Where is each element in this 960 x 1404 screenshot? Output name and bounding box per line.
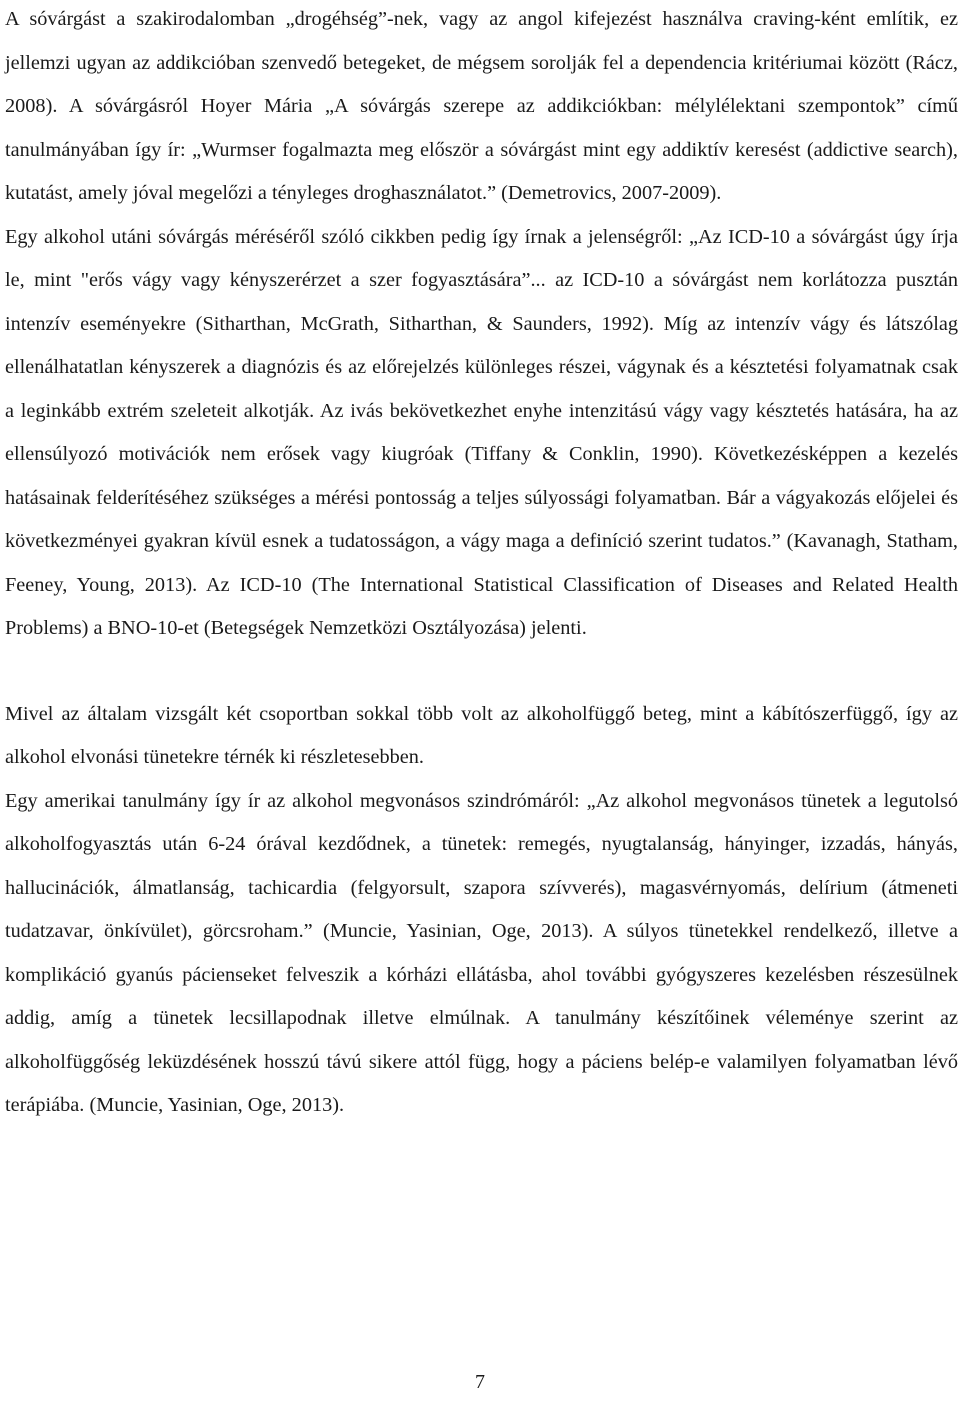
paragraph-craving-definition: A sóvárgást a szakirodalomban „drogéhség”-nek, vagy az angol kifejezést használva craving-ként említik, ez jellemzi ugyan az addikcióban szenvedő betegeket, de mégsem sorolják fel a dependencia kritériumai között (Rácz, 2008). A sóvárgásról Hoyer Mária „A sóvárgás szerepe az addikciókban: mélylélektani szempontok” című tanulmányában így ír: „Wurmser fogalmazta meg először a sóvárgást mint egy addiktív keresést (addictive search), kutatást, amely jóval megelőzi a tényleges droghasználatot.” (Demetrovics, 2007-2009). [5, 8, 958, 204]
paragraph-withdrawal-syndrome: Egy amerikai tanulmány így ír az alkohol megvonásos szindrómáról: „Az alkohol megvonásos tünetek a legutolsó alkoholfogyasztás után 6-24 órával kezdődnek, a tünetek: remegés, nyugtalanság, hányinger, izzadás, hányás, hallucinációk, álmatlanság, tachicardia (felgyorsult, szapora szívverés), magasvérnyomás, delírium (átmeneti tudatzavar, önkívület), görcsroham.” (Muncie, Yasinian, Oge, 2013). A súlyos tünetekkel rendelkező, illetve a komplikáció gyanús pácienseket felveszik a kórházi ellátásba, ahol további gyógyszeres kezelésben részesülnek addig, amíg a tünetek lecsillapodnak illetve elmúlnak. A tanulmány készítőinek véleménye szerint az alkoholfüggőség leküzdésének hosszú távú sikere attól függ, hogy a páciens belép-e valamilyen folyamatban lévő terápiába. (Muncie, Yasinian, Oge, 2013). [5, 789, 958, 1116]
page-number: 7 [475, 1371, 485, 1393]
document-page [5, 0, 958, 1128]
paragraph-icd10-craving: Egy alkohol utáni sóvárgás méréséről szóló cikkben pedig így írnak a jelenségről: „Az ICD-10 a sóvárgást úgy írja le, mint "erős vágy vagy kényszerérzet a szer fogyasztására”... az ICD-10 a sóvárgást nem korlátozza pusztán intenzív eseményekre (Sitharthan, McGrath, Sitharthan, & Saunders, 1992). Míg az intenzív vágy és látszólag ellenálhatatlan kényszerek a diagnózis és az előrejelzés különleges részei, vágynak és a késztetési folyamatnak csak a leginkább extrém szeleteit alkotják. Az ivás bekövetkezhet enyhe intenzitású vágy vagy késztetés hatására, ha az ellensúlyozó motivációk nem erősek vagy kiugróak (Tiffany & Conklin, 1990). Következésképpen a kezelés hatásainak felderítéséhez szükséges a mérési pontosság a teljes súlyossági folyamatban. Bár a vágyakozás előjelei és következményei gyakran kívül esnek a tudatosságon, a vágy maga a definíció szerint tudatos.” (Kavanagh, Statham, Feeney, Young, 2013). Az ICD-10 (The International Statistical Classification of Diseases and Related Health Problems) a BNO-10-et (Betegségek Nemzetközi Osztályozása) jelenti. [5, 225, 958, 639]
paragraph-gap [5, 651, 958, 693]
paragraph-alcohol-groups: Mivel az általam vizsgált két csoportban sokkal több volt az alkoholfüggő beteg, mint a kábítószerfüggő, így az alkohol elvonási tünetekre térnék ki részletesebben. [5, 702, 958, 768]
